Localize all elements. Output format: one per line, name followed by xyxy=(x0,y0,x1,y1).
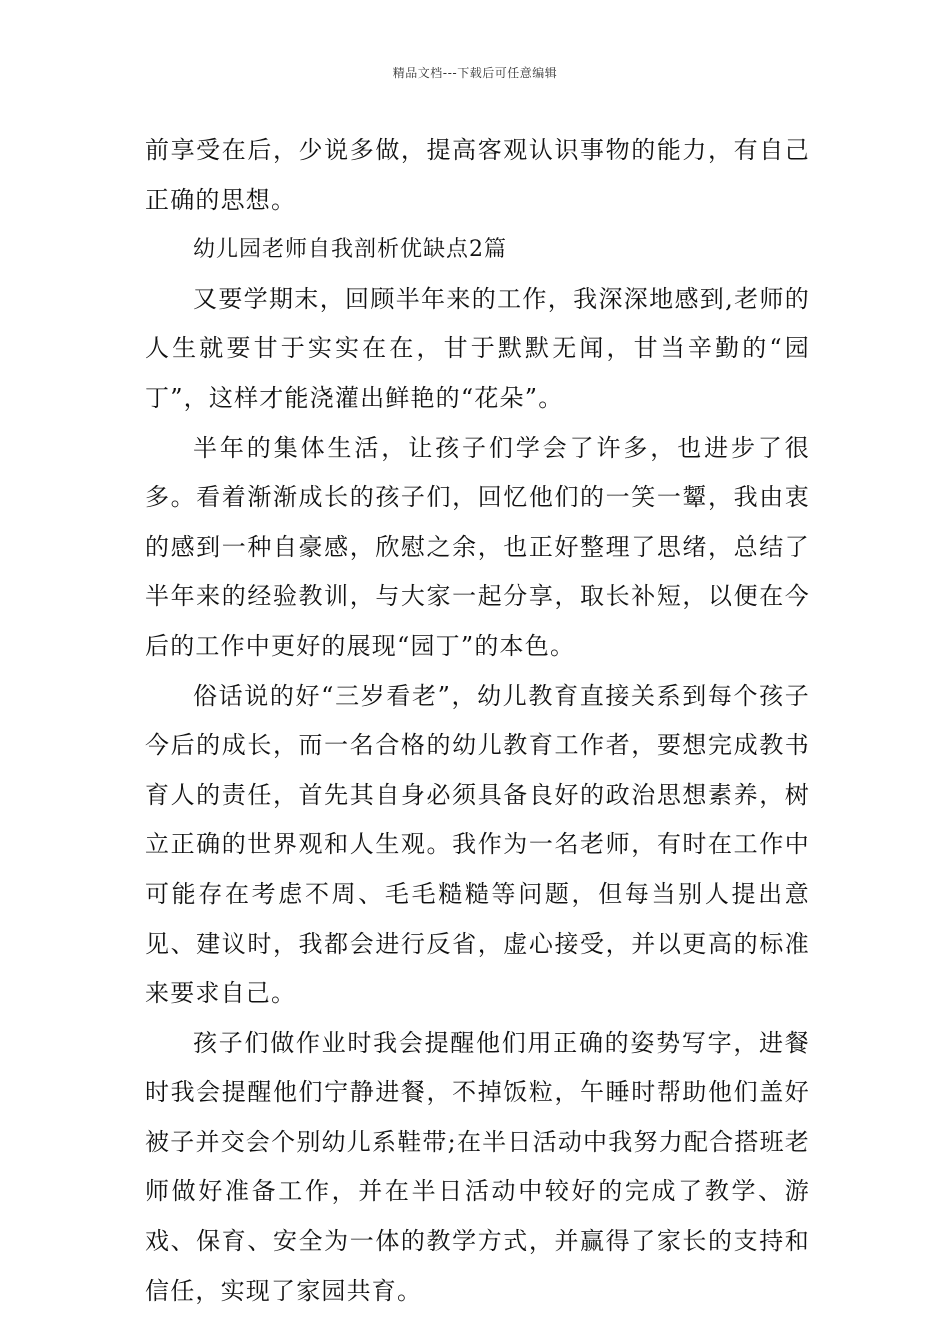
body-paragraph: 又要学期末，回顾半年来的工作，我深深地感到,老师的人生就要甘于实实在在，甘于默默无闻，甘当辛勤的“园丁”，这样才能浇灌出鲜艳的“花朵”。 xyxy=(145,284,810,412)
body-paragraph: 半年的集体生活，让孩子们学会了许多，也进步了很多。看着渐渐成长的孩子们，回忆他们的一笑一颦，我由衷的感到一种自豪感，欣慰之余，也正好整理了思绪，总结了半年来的经验教训，与大家一起分享，取长补短，以便在今后的工作中更好的展现“园丁”的本色。 xyxy=(145,433,810,660)
document-body xyxy=(145,126,810,1316)
body-paragraph: 俗话说的好“三岁看老”，幼儿教育直接关系到每个孩子今后的成长，而一名合格的幼儿教育工作者，要想完成教书育人的责任，首先其自身必须具备良好的政治思想素养，树立正确的世界观和人生观。我作为一名老师，有时在工作中可能存在考虑不周、毛毛糙糙等问题，但每当别人提出意见、建议时，我都会进行反省，虚心接受，并以更高的标准来要求自己。 xyxy=(145,681,810,1008)
section-title: 幼儿园老师自我剖析优缺点2篇 xyxy=(193,237,507,263)
page-header: 精品文档---下载后可任意编辑 xyxy=(392,66,558,80)
continuation-paragraph: 前享受在后，少说多做，提高客观认识事物的能力，有自己正确的思想。 xyxy=(145,136,810,214)
body-paragraph: 孩子们做作业时我会提醒他们用正确的姿势写字，进餐时我会提醒他们宁静进餐，不掉饭粒，午睡时帮助他们盖好被子并交会个别幼儿系鞋带;在半日活动中我努力配合搭班老师做好准备工作，并在半日活动中较好的完成了教学、游戏、保育、安全为一体的教学方式，并赢得了家长的支持和信任，实现了家园共育。 xyxy=(145,1028,810,1305)
